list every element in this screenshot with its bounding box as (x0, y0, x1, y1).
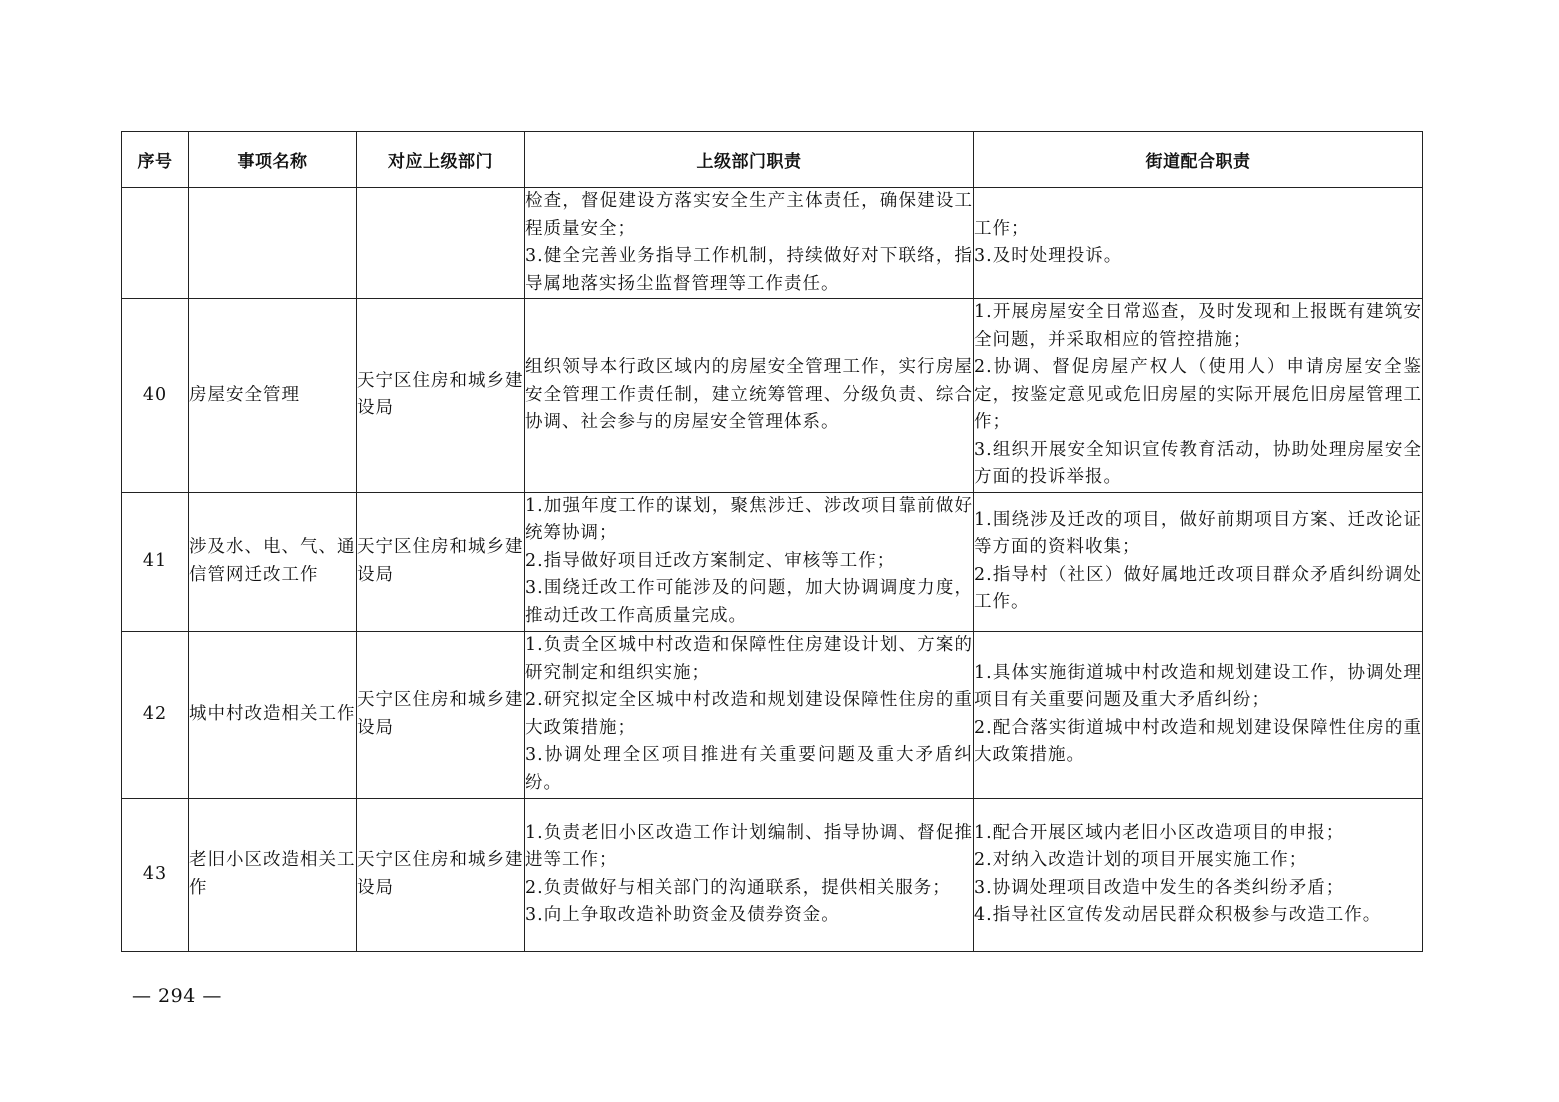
cooperation-item: 2.配合落实街道城中村改造和规划建设保障性住房的重大政策措施。 (974, 717, 1422, 765)
duty-item: 1.加强年度工作的谋划，聚焦涉迁、涉改项目靠前做好统筹协调； (525, 495, 973, 544)
cell-superior-department: 天宁区住房和城乡建设局 (357, 492, 525, 631)
cooperation-item: 1.开展房屋安全日常巡查，及时发现和上报既有建筑安全问题，并采取相应的管控措施； (974, 302, 1422, 350)
cell-superior-department: 天宁区住房和城乡建设局 (357, 798, 525, 951)
page-number: — 294 — (132, 985, 222, 1007)
table-header-row (122, 132, 1423, 188)
duty-item: 1.负责老旧小区改造工作计划编制、指导协调、督促推进等工作； (525, 822, 973, 870)
header-superior-duty: 上级部门职责 (525, 132, 974, 188)
duty-item: 2.负责做好与相关部门的沟通联系，提供相关服务； (525, 877, 951, 898)
cell-item-name: 老旧小区改造相关工作 (189, 798, 357, 951)
cell-street-cooperation (974, 631, 1423, 798)
cell-street-cooperation (974, 188, 1423, 299)
cooperation-item: 3.组织开展安全知识宣传教育活动，协助处理房屋安全方面的投诉举报。 (974, 439, 1422, 487)
table-row (122, 631, 1423, 798)
cooperation-item: 4.指导社区宣传发动居民群众积极参与改造工作。 (974, 905, 1382, 925)
cooperation-item: 2.指导村（社区）做好属地迁改项目群众矛盾纠纷调处工作。 (974, 564, 1422, 612)
duty-item: 3.围绕迁改工作可能涉及的问题，加大协调调度力度，推动迁改工作高质量完成。 (525, 578, 973, 626)
header-superior-department: 对应上级部门 (357, 132, 525, 188)
header-item-name: 事项名称 (189, 132, 357, 188)
table-body (122, 188, 1423, 952)
cell-superior-department (357, 188, 525, 299)
cooperation-item: 工作； (974, 218, 1030, 239)
cooperation-item: 3.及时处理投诉。 (974, 246, 1123, 266)
cell-item-name: 城中村改造相关工作 (189, 631, 357, 798)
cell-item-name (189, 188, 357, 299)
duty-table (121, 131, 1423, 952)
duty-item: 3.健全完善业务指导工作机制，持续做好对下联络，指导属地落实扬尘监督管理等工作责任。 (525, 246, 973, 294)
header-serial-number: 序号 (122, 132, 189, 188)
table-row (122, 492, 1423, 631)
cooperation-item: 3.协调处理项目改造中发生的各类纠纷矛盾； (974, 877, 1345, 898)
cell-serial-number: 41 (122, 492, 189, 631)
cell-superior-department: 天宁区住房和城乡建设局 (357, 299, 525, 493)
cooperation-item: 1.围绕涉及迁改的项目，做好前期项目方案、迁改论证等方面的资料收集； (974, 509, 1422, 557)
cell-superior-duty (525, 631, 974, 798)
cell-superior-duty (525, 798, 974, 951)
duty-item: 检查，督促建设方落实安全生产主体责任，确保建设工程质量安全； (525, 191, 973, 239)
cell-serial-number: 40 (122, 299, 189, 493)
duty-item: 3.协调处理全区项目推进有关重要问题及重大矛盾纠纷。 (525, 745, 973, 793)
cooperation-item: 2.协调、督促房屋产权人（使用人）申请房屋安全鉴定，按鉴定意见或危旧房屋的实际开展危旧房屋管理工作； (974, 357, 1422, 432)
duty-item: 3.向上争取改造补助资金及债券资金。 (525, 905, 840, 925)
cell-superior-department: 天宁区住房和城乡建设局 (357, 631, 525, 798)
cell-street-cooperation (974, 299, 1423, 493)
table-row (122, 188, 1423, 299)
table-row (122, 798, 1423, 951)
cell-item-name: 房屋安全管理 (189, 299, 357, 493)
cell-serial-number: 43 (122, 798, 189, 951)
cell-street-cooperation (974, 798, 1423, 951)
cell-superior-duty (525, 188, 974, 299)
duty-item: 2.指导做好项目迁改方案制定、审核等工作； (525, 550, 896, 571)
header-street-cooperation: 街道配合职责 (974, 132, 1423, 188)
cell-superior-duty (525, 492, 974, 631)
cooperation-item: 1.具体实施街道城中村改造和规划建设工作，协调处理项目有关重要问题及重大矛盾纠纷； (974, 662, 1422, 710)
cooperation-item: 1.配合开展区域内老旧小区改造项目的申报； (974, 822, 1345, 843)
duty-item: 组织领导本行政区域内的房屋安全管理工作，实行房屋安全管理工作责任制，建立统筹管理、分级负责、综合协调、社会参与的房屋安全管理体系。 (525, 357, 973, 432)
duty-item: 2.研究拟定全区城中村改造和规划建设保障性住房的重大政策措施； (525, 690, 973, 738)
duty-item: 1.负责全区城中村改造和保障性住房建设计划、方案的研究制定和组织实施； (525, 635, 973, 683)
cell-street-cooperation (974, 492, 1423, 631)
table-row (122, 299, 1423, 493)
cell-serial-number: 42 (122, 631, 189, 798)
cell-serial-number (122, 188, 189, 299)
cooperation-item: 2.对纳入改造计划的项目开展实施工作； (974, 850, 1308, 870)
cell-superior-duty (525, 299, 974, 493)
cell-item-name: 涉及水、电、气、通信管网迁改工作 (189, 492, 357, 631)
